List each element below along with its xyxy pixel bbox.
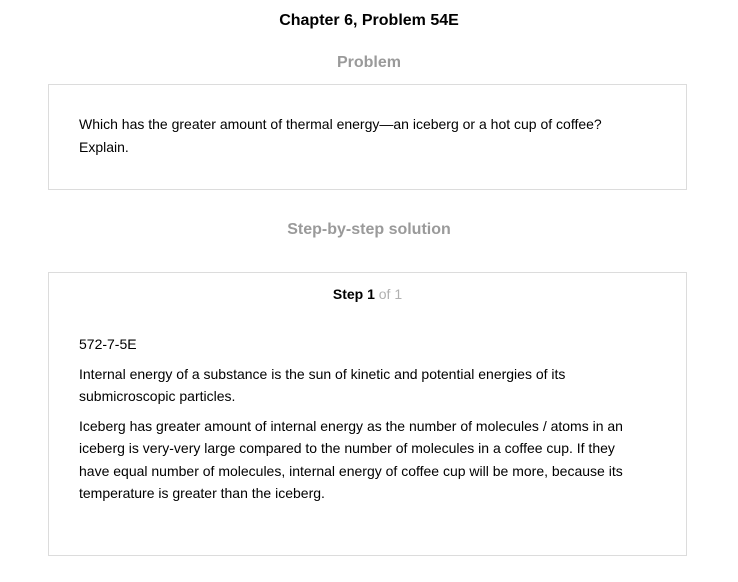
problem-card: [48, 84, 687, 190]
step-count: of 1: [374, 286, 403, 302]
problem-heading: Problem: [336, 54, 401, 71]
solution-card: [48, 272, 687, 556]
step-label: Step 1: [332, 286, 375, 302]
problem-text: Which has the greater amount of thermal energy—an iceberg or a hot cup of coffee? Explain.: [79, 116, 602, 155]
solution-figure-id: 572-7-5E: [79, 336, 137, 352]
solution-paragraph-definition: Internal energy of a substance is the sun of kinetic and potential energies of its submicroscopic particles.: [79, 365, 566, 404]
step-body: [79, 333, 649, 512]
solution-heading: Step-by-step solution: [287, 221, 451, 238]
solution-paragraph-explanation: Iceberg has greater amount of internal energy as the number of molecules / atoms in an iceberg is very-very large compared to the number of molecules in a coffee cup. If they have equal number of molecules, internal energy of coffee cup will be more, because its temperature is greater than the iceberg.: [79, 417, 623, 501]
step-header: [49, 286, 686, 302]
chapter-title: Chapter 6, Problem 54E: [279, 12, 459, 29]
